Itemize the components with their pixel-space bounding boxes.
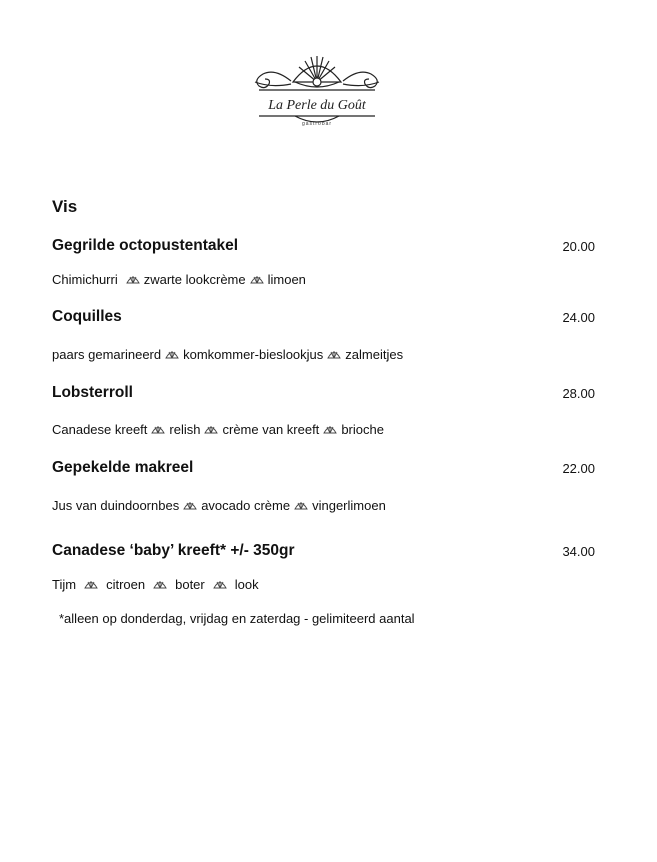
shell-icon — [126, 274, 140, 285]
ingredient: avocado crème — [201, 498, 291, 513]
ingredient: zwarte lookcrème — [143, 272, 246, 287]
shell-icon — [204, 424, 218, 435]
shell-icon — [84, 579, 98, 590]
ingredient: brioche — [341, 422, 384, 437]
footnote: *alleen op donderdag, vrijdag en zaterdag - gelimiteerd aantal — [59, 611, 415, 626]
ingredient: Jus van duindoornbes — [52, 498, 180, 513]
item-description — [52, 347, 403, 362]
ingredient: look — [234, 577, 259, 592]
shell-icon — [323, 424, 337, 435]
shell-icon — [153, 579, 167, 590]
ingredient: Chimichurri — [52, 272, 118, 287]
ingredient: relish — [169, 422, 201, 437]
section-title: Vis — [52, 197, 78, 216]
brand-name: La Perle du Goût — [268, 98, 366, 113]
ingredient: citroen — [106, 577, 146, 592]
menu-item — [52, 384, 597, 437]
shell-icon — [151, 424, 165, 435]
menu-item — [52, 237, 597, 287]
ingredient: komkommer-bieslookjus — [183, 347, 324, 362]
ingredient: paars gemarineerd — [52, 347, 162, 362]
item-description — [52, 577, 259, 592]
menu-item — [52, 542, 597, 592]
shell-icon — [213, 579, 227, 590]
item-price: 24.00 — [562, 310, 595, 325]
item-price: 34.00 — [562, 544, 595, 559]
item-name: Coquilles — [52, 308, 122, 325]
scallop-shell-pearl-icon — [245, 52, 389, 132]
brand-tagline: gastrobar — [301, 121, 333, 127]
ingredient: zalmeitjes — [345, 347, 404, 362]
shell-icon — [165, 349, 179, 360]
item-price: 20.00 — [562, 239, 595, 254]
ingredient: boter — [175, 577, 205, 592]
menu-item — [52, 308, 597, 362]
item-description — [52, 498, 386, 513]
item-name: Gegrilde octopustentakel — [52, 237, 239, 254]
ingredient: Canadese kreeft — [52, 422, 148, 437]
item-price: 28.00 — [562, 386, 595, 401]
menu-item — [52, 459, 597, 513]
item-name: Lobsterroll — [52, 384, 133, 401]
ingredient: Tijm — [52, 577, 77, 592]
shell-icon — [327, 349, 341, 360]
item-description — [52, 422, 384, 437]
ingredient: crème van kreeft — [222, 422, 320, 437]
item-description — [52, 272, 306, 287]
shell-icon — [250, 274, 264, 285]
item-price: 22.00 — [562, 461, 595, 476]
shell-icon — [183, 500, 197, 511]
shell-icon — [294, 500, 308, 511]
logo — [245, 52, 389, 132]
item-name: Canadese ‘baby’ kreeft* +/- 350gr — [52, 542, 295, 559]
item-name: Gepekelde makreel — [52, 459, 194, 476]
ingredient: vingerlimoen — [312, 498, 386, 513]
ingredient: limoen — [267, 272, 306, 287]
